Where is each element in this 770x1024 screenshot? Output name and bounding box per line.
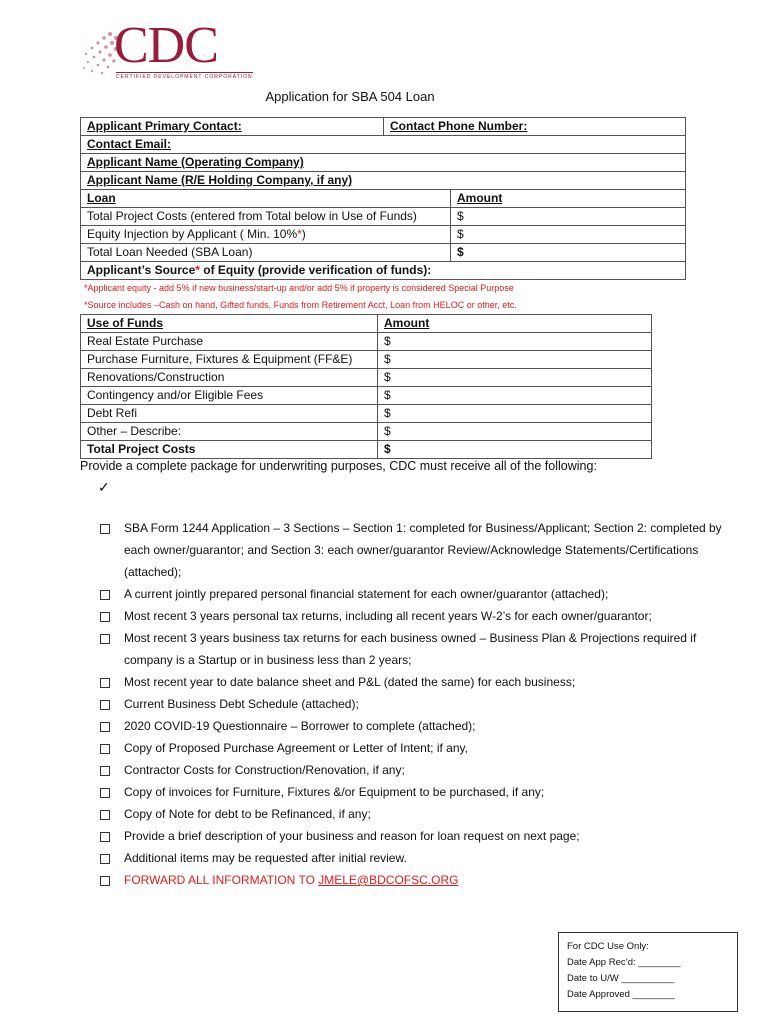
funds-row-amount[interactable]: $ — [378, 369, 652, 387]
total-project-costs-label: Total Project Costs — [81, 441, 378, 459]
funds-row-label: Other – Describe: — [81, 423, 378, 441]
funds-row-label: Real Estate Purchase — [81, 333, 378, 351]
funds-row-amount[interactable]: $ — [378, 333, 652, 351]
checklist — [100, 517, 740, 891]
funds-row-label: Purchase Furniture, Fixtures & Equipment (FF&E) — [81, 351, 378, 369]
checkbox[interactable] — [100, 524, 110, 534]
checklist-item[interactable]: Most recent year to date balance sheet and P&L (dated the same) for each business; — [100, 671, 740, 693]
funds-row-amount[interactable]: $ — [378, 351, 652, 369]
checkbox[interactable] — [100, 678, 110, 688]
checkbox[interactable] — [100, 590, 110, 600]
checkbox[interactable] — [100, 810, 110, 820]
date-app-received: Date App Rec’d: ________ — [567, 957, 681, 968]
loan-row-label: Total Loan Needed (SBA Loan) — [81, 244, 451, 262]
funds-row-amount[interactable]: $ — [378, 423, 652, 441]
checklist-item[interactable]: Copy of invoices for Furniture, Fixtures &/or Equipment to be purchased, if any; — [100, 781, 740, 803]
contact-table — [80, 117, 686, 280]
loan-row-label: Equity Injection by Applicant ( Min. 10%*) — [81, 226, 451, 244]
loan-row-label: Total Project Costs (entered from Total below in Use of Funds) — [81, 208, 451, 226]
checklist-item[interactable]: Current Business Debt Schedule (attached); — [100, 693, 740, 715]
use-of-funds-table — [80, 314, 652, 459]
funds-row-label: Renovations/Construction — [81, 369, 378, 387]
checklist-item[interactable]: Copy of Proposed Purchase Agreement or Letter of Intent; if any, — [100, 737, 740, 759]
email-field[interactable] — [81, 136, 686, 154]
checkbox[interactable] — [100, 832, 110, 842]
checkmark-icon: ✓ — [98, 479, 110, 495]
checklist-item[interactable]: Provide a brief description of your business and reason for loan request on next page; — [100, 825, 740, 847]
amount-header: Amount — [451, 190, 686, 208]
checkbox[interactable] — [100, 854, 110, 864]
equity-note: *Applicant equity - add 5% if new business/start-up and/or add 5% if property is considered Special Purpose — [84, 283, 514, 293]
loan-row-amount[interactable]: $ — [451, 244, 686, 262]
funds-amount-header: Amount — [378, 315, 652, 333]
holding-company-field[interactable] — [81, 172, 686, 190]
operating-company-field[interactable] — [81, 154, 686, 172]
phone-label: Contact Phone Number: — [390, 119, 528, 133]
cdc-use-title: For CDC Use Only: — [567, 941, 649, 952]
checkbox[interactable] — [100, 722, 110, 732]
forward-email-link[interactable]: JMELE@BDCOFSC.ORG — [318, 873, 459, 887]
funds-row-label: Debt Refi — [81, 405, 378, 423]
primary-contact-label: Applicant Primary Contact: — [87, 119, 242, 133]
loan-header: Loan — [81, 190, 451, 208]
funds-row-amount[interactable]: $ — [378, 405, 652, 423]
operating-company-label: Applicant Name (Operating Company) — [87, 155, 304, 169]
checkbox[interactable] — [100, 634, 110, 644]
checklist-item[interactable]: Most recent 3 years personal tax returns, including all recent years W-2’s for each owner/guarantor; — [100, 605, 740, 627]
equity-source-field[interactable]: Applicant’s Source* of Equity (provide verification of funds): — [81, 262, 686, 280]
checkbox[interactable] — [100, 700, 110, 710]
checklist-item[interactable]: A current jointly prepared personal financial statement for each owner/guarantor (attached); — [100, 583, 740, 605]
page-title: Application for SBA 504 Loan — [265, 89, 435, 104]
checklist-item[interactable]: Contractor Costs for Construction/Renovation, if any; — [100, 759, 740, 781]
total-project-costs-amount[interactable]: $ — [378, 441, 652, 459]
forward-item: FORWARD ALL INFORMATION TO JMELE@BDCOFSC.ORG — [100, 869, 740, 891]
checkbox[interactable] — [100, 788, 110, 798]
funds-row-amount[interactable]: $ — [378, 387, 652, 405]
checklist-item[interactable]: Most recent 3 years business tax returns for each business owned – Business Plan & Projections required if company is a Startup or in business less than 2 years; — [100, 627, 740, 671]
checkbox[interactable] — [100, 876, 110, 886]
email-label: Contact Email: — [87, 137, 172, 151]
phone-field[interactable] — [384, 118, 686, 136]
use-of-funds-header: Use of Funds — [81, 315, 378, 333]
loan-row-amount[interactable]: $ — [451, 208, 686, 226]
date-approved: Date Approved ________ — [567, 989, 675, 1000]
checkbox[interactable] — [100, 744, 110, 754]
logo-tagline: CERTIFIED DEVELOPMENT CORPORATION — [116, 74, 253, 80]
cdc-use-only-box — [558, 932, 738, 1012]
checklist-item[interactable]: 2020 COVID-19 Questionnaire – Borrower to complete (attached); — [100, 715, 740, 737]
checkbox[interactable] — [100, 766, 110, 776]
date-to-uw: Date to U/W __________ — [567, 973, 675, 984]
checklist-item[interactable]: Additional items may be requested after initial review. — [100, 847, 740, 869]
holding-company-label: Applicant Name (R/E Holding Company, if any) — [87, 173, 353, 187]
cdc-logo — [80, 17, 253, 84]
loan-row-amount[interactable]: $ — [451, 226, 686, 244]
checklist-item[interactable]: Copy of Note for debt to be Refinanced, if any; — [100, 803, 740, 825]
logo-wordmark: CDC — [114, 17, 218, 74]
source-note: *Source includes –Cash on hand, Gifted funds, Funds from Retirement Acct, Loan from HELOC or other, etc. — [84, 300, 517, 310]
checklist-item[interactable]: SBA Form 1244 Application – 3 Sections – Section 1: completed for Business/Applicant; Section 2: completed by each owner/guarantor; and Section 3: each owner/guarantor Review/Acknowledge Statements/Certifications (attached); — [100, 517, 740, 583]
funds-row-label: Contingency and/or Eligible Fees — [81, 387, 378, 405]
checkbox[interactable] — [100, 612, 110, 622]
checklist-intro: Provide a complete package for underwriting purposes, CDC must receive all of the following: — [80, 459, 597, 473]
primary-contact-field[interactable] — [81, 118, 384, 136]
